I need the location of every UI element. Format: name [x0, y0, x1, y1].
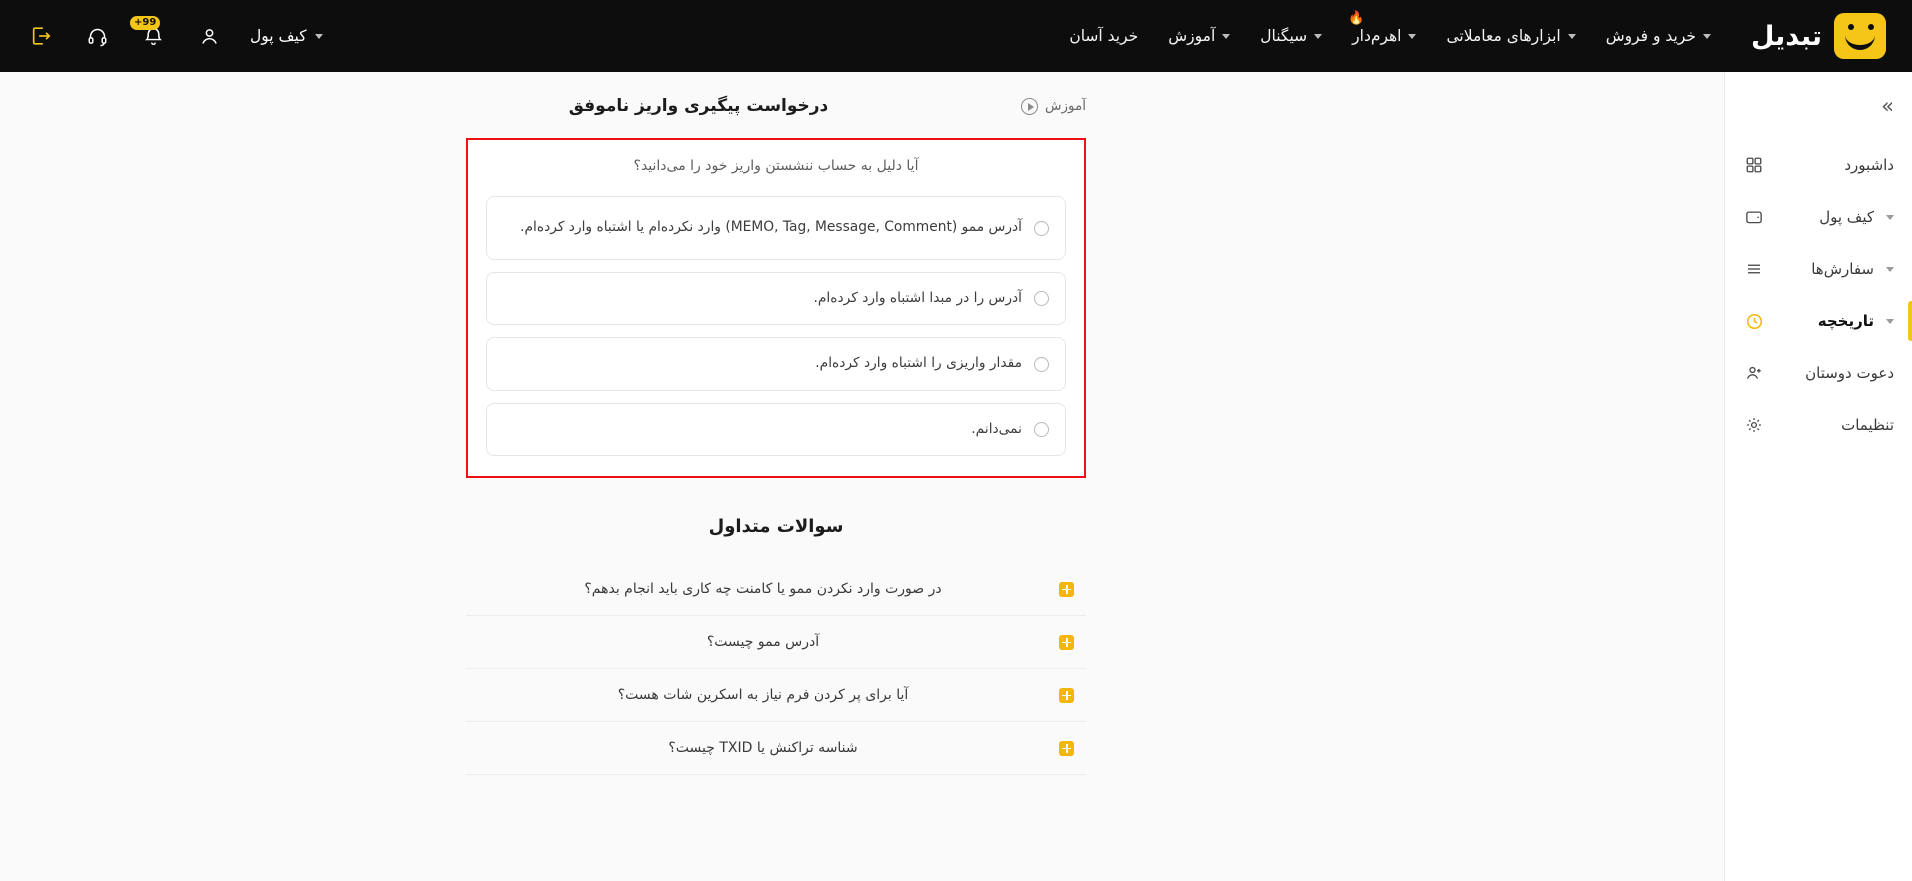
- page-body: [0, 72, 1912, 881]
- faq-question-2: آدرس ممو چیست؟: [706, 634, 820, 651]
- history-clock-icon: [1743, 312, 1765, 331]
- top-right-actions: [26, 17, 323, 51]
- option-memo-missing[interactable]: [486, 196, 1066, 260]
- chevron-down-icon: [1886, 267, 1894, 272]
- play-circle-icon: [1021, 98, 1038, 115]
- deposit-reason-form: [466, 138, 1086, 478]
- sidebar-label-wallet: کیف پول: [1819, 208, 1874, 226]
- brand-logo-group[interactable]: [1751, 13, 1886, 59]
- logout-icon[interactable]: [26, 21, 56, 51]
- double-chevron-icon[interactable]: »: [1881, 94, 1894, 118]
- user-icon[interactable]: [194, 21, 224, 51]
- tutorial-link-label: آموزش: [1045, 98, 1086, 114]
- main-menu: [323, 11, 1711, 45]
- gear-icon: [1743, 416, 1765, 434]
- plus-icon: [1059, 688, 1074, 703]
- sidebar-item-history[interactable]: [1725, 295, 1912, 347]
- faq-question-1: در صورت وارد نکردن ممو یا کامنت چه کاری باید انجام بدهم؟: [584, 581, 942, 598]
- option-wrong-amount[interactable]: [486, 337, 1066, 390]
- smile-logo-icon: [1834, 13, 1886, 59]
- option-label-wrong-address: آدرس را در مبدا اشتباه وارد کرده‌ام.: [813, 290, 1022, 306]
- headset-icon[interactable]: [82, 21, 112, 51]
- nav-item-signal[interactable]: [1260, 27, 1322, 45]
- chevron-down-icon: [1222, 34, 1230, 39]
- sidebar-item-wallet[interactable]: [1725, 191, 1912, 243]
- faq-item-memo-missing[interactable]: [466, 563, 1086, 616]
- nav-label-easy-buy: خرید آسان: [1069, 27, 1139, 45]
- sidebar-item-settings[interactable]: [1725, 399, 1912, 451]
- notification-count-badge: 99+: [130, 16, 160, 30]
- radio-icon[interactable]: [1034, 422, 1049, 437]
- nav-label-signal: سیگنال: [1260, 27, 1308, 45]
- sidebar-label-invite-friends: دعوت دوستان: [1805, 364, 1894, 382]
- sidebar-label-settings: تنظیمات: [1841, 416, 1894, 434]
- nav-label-education: آموزش: [1168, 27, 1216, 45]
- plus-icon: [1059, 582, 1074, 597]
- sidebar-item-invite-friends[interactable]: [1725, 347, 1912, 399]
- wallet-selector-label: کیف پول: [250, 27, 307, 45]
- main-content: [0, 72, 1724, 881]
- tutorial-link[interactable]: [1021, 98, 1086, 115]
- sidebar-label-history: تاریخچه: [1817, 312, 1874, 330]
- sidebar-label-dashboard: داشبورد: [1844, 156, 1894, 174]
- faq-question-3: آیا برای پر کردن فرم نیاز به اسکرین شات هست؟: [617, 687, 909, 704]
- sidebar-collapse-row: [1725, 90, 1912, 139]
- option-wrong-address[interactable]: [486, 272, 1066, 325]
- radio-icon[interactable]: [1034, 291, 1049, 306]
- chevron-down-icon: [1314, 34, 1322, 39]
- radio-icon[interactable]: [1034, 357, 1049, 372]
- chevron-down-icon: [315, 34, 323, 39]
- sidebar-item-orders[interactable]: [1725, 243, 1912, 295]
- nav-label-leverage: اهرم‌دار: [1352, 27, 1402, 45]
- form-question-label: آیا دلیل به حساب ننشستن واریز خود را می‌دانید؟: [633, 158, 919, 174]
- chevron-down-icon: [1568, 34, 1576, 39]
- top-navigation-bar: [0, 0, 1912, 72]
- wallet-icon: [1743, 208, 1765, 226]
- option-label-dont-know: نمی‌دانم.: [971, 420, 1022, 437]
- option-label-wrong-amount: مقدار واریزی را اشتباه وارد کرده‌ام.: [815, 355, 1022, 372]
- chevron-down-icon: [1408, 34, 1416, 39]
- faq-section-title: سوالات متداول: [708, 516, 844, 538]
- bell-icon[interactable]: [134, 17, 168, 51]
- option-dont-know[interactable]: [486, 403, 1066, 456]
- option-label-memo-missing: آدرس ممو (MEMO, Tag, Message, Comment) وارد نکرده‌ام یا اشتباه وارد کرده‌ام.: [520, 219, 1022, 236]
- content-column: [466, 72, 1086, 775]
- page-title: درخواست پیگیری واریز ناموفق: [568, 96, 829, 116]
- nav-item-buy-sell[interactable]: [1606, 27, 1711, 45]
- nav-item-leverage[interactable]: [1348, 11, 1416, 45]
- sidebar-item-dashboard[interactable]: [1725, 139, 1912, 191]
- chevron-down-icon: [1886, 319, 1894, 324]
- plus-icon: [1059, 741, 1074, 756]
- faq-question-4: شناسه تراکنش یا TXID چیست؟: [668, 740, 858, 757]
- chevron-down-icon: [1703, 34, 1711, 39]
- nav-item-easy-buy[interactable]: [1069, 27, 1138, 45]
- wallet-selector[interactable]: [250, 27, 323, 45]
- orders-list-icon: [1743, 260, 1765, 278]
- radio-icon[interactable]: [1034, 221, 1049, 236]
- fire-icon: 🔥: [1348, 11, 1365, 26]
- nav-label-buy-sell: خرید و فروش: [1605, 27, 1696, 45]
- sidebar-label-orders: سفارش‌ها: [1811, 260, 1874, 278]
- chevron-down-icon: [1886, 215, 1894, 220]
- page-header: [466, 96, 1086, 116]
- nav-item-education[interactable]: [1168, 27, 1230, 45]
- faq-item-what-is-txid[interactable]: [466, 722, 1086, 775]
- plus-icon: [1059, 635, 1074, 650]
- brand-name: تبدیل: [1751, 20, 1822, 52]
- nav-item-trading-tools[interactable]: [1446, 27, 1575, 45]
- dashboard-grid-icon: [1743, 156, 1765, 174]
- sidebar: [1724, 72, 1912, 881]
- invite-user-icon: [1743, 364, 1765, 382]
- nav-label-trading-tools: ابزارهای معاملاتی: [1446, 27, 1561, 45]
- faq-item-screenshot-needed[interactable]: [466, 669, 1086, 722]
- faq-item-what-is-memo[interactable]: [466, 616, 1086, 669]
